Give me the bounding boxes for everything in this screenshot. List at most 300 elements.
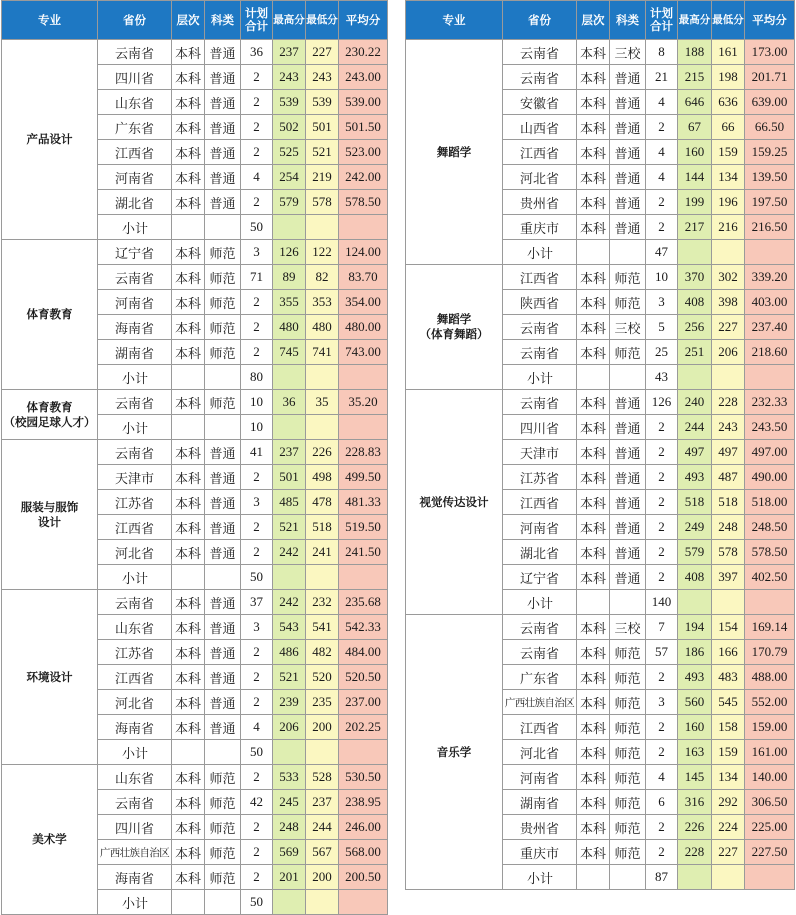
max-score-cell: 199 bbox=[678, 190, 712, 215]
min-score-cell: 244 bbox=[306, 815, 339, 840]
max-score-cell: 240 bbox=[678, 390, 712, 415]
plan-cell: 2 bbox=[241, 865, 273, 890]
plan-cell: 2 bbox=[646, 465, 678, 490]
subtotal-empty-cell bbox=[205, 890, 241, 915]
avg-score-cell: 66.50 bbox=[745, 115, 795, 140]
province-cell: 云南省 bbox=[98, 790, 172, 815]
max-score-cell: 569 bbox=[273, 840, 306, 865]
avg-score-cell: 238.95 bbox=[339, 790, 388, 815]
subtotal-empty-cell bbox=[205, 215, 241, 240]
max-score-cell: 408 bbox=[678, 565, 712, 590]
subtotal-plan: 10 bbox=[241, 415, 273, 440]
max-score-cell: 497 bbox=[678, 440, 712, 465]
plan-cell: 36 bbox=[241, 40, 273, 65]
plan-cell: 4 bbox=[646, 765, 678, 790]
header-plan-text: 计划合计 bbox=[650, 6, 673, 33]
subtotal-avg-cell bbox=[745, 590, 795, 615]
major-cell: 美术学 bbox=[2, 765, 98, 915]
level-cell: 本科 bbox=[577, 740, 610, 765]
category-cell: 师范 bbox=[610, 765, 646, 790]
max-score-cell: 206 bbox=[273, 715, 306, 740]
level-cell: 本科 bbox=[577, 640, 610, 665]
level-cell: 本科 bbox=[577, 815, 610, 840]
min-score-cell: 224 bbox=[712, 815, 745, 840]
category-cell: 普通 bbox=[205, 140, 241, 165]
subtotal-empty-cell bbox=[172, 890, 205, 915]
category-cell: 师范 bbox=[205, 265, 241, 290]
min-score-cell: 154 bbox=[712, 615, 745, 640]
subtotal-avg-cell bbox=[339, 565, 388, 590]
min-score-cell: 158 bbox=[712, 715, 745, 740]
min-score-cell: 227 bbox=[306, 40, 339, 65]
category-cell: 普通 bbox=[205, 690, 241, 715]
category-cell: 师范 bbox=[610, 665, 646, 690]
plan-cell: 2 bbox=[241, 290, 273, 315]
category-cell: 普通 bbox=[205, 615, 241, 640]
level-cell: 本科 bbox=[172, 590, 205, 615]
category-cell: 师范 bbox=[610, 340, 646, 365]
category-cell: 师范 bbox=[610, 740, 646, 765]
province-cell: 河南省 bbox=[98, 290, 172, 315]
avg-score-cell: 237.40 bbox=[745, 315, 795, 340]
max-score-cell: 160 bbox=[678, 715, 712, 740]
subtotal-label: 小计 bbox=[503, 240, 577, 265]
province-cell: 海南省 bbox=[98, 315, 172, 340]
plan-cell: 3 bbox=[241, 615, 273, 640]
major-name-line: 服装与服饰 bbox=[20, 499, 79, 514]
avg-score-cell: 197.50 bbox=[745, 190, 795, 215]
avg-score-cell: 519.50 bbox=[339, 515, 388, 540]
plan-cell: 2 bbox=[241, 65, 273, 90]
avg-score-cell: 539.00 bbox=[339, 90, 388, 115]
province-cell: 河南省 bbox=[503, 765, 577, 790]
avg-score-cell: 243.00 bbox=[339, 65, 388, 90]
min-score-cell: 159 bbox=[712, 140, 745, 165]
category-cell: 普通 bbox=[610, 190, 646, 215]
category-cell: 普通 bbox=[610, 565, 646, 590]
major-name-line: （体育舞蹈） bbox=[419, 327, 489, 341]
level-cell: 本科 bbox=[172, 715, 205, 740]
level-cell: 本科 bbox=[172, 790, 205, 815]
province-cell: 广西壮族自治区 bbox=[503, 690, 577, 715]
province-cell: 河南省 bbox=[98, 165, 172, 190]
subtotal-empty-cell bbox=[610, 365, 646, 390]
min-score-cell: 578 bbox=[712, 540, 745, 565]
max-score-cell: 245 bbox=[273, 790, 306, 815]
header-level: 层次 bbox=[577, 1, 610, 40]
max-score-cell: 518 bbox=[678, 490, 712, 515]
level-cell: 本科 bbox=[172, 265, 205, 290]
avg-score-cell: 520.50 bbox=[339, 665, 388, 690]
min-score-cell: 248 bbox=[712, 515, 745, 540]
plan-cell: 2 bbox=[241, 115, 273, 140]
province-cell: 辽宁省 bbox=[503, 565, 577, 590]
category-cell: 三校 bbox=[610, 40, 646, 65]
min-score-cell: 497 bbox=[712, 440, 745, 465]
subtotal-plan: 87 bbox=[646, 865, 678, 890]
avg-score-cell: 403.00 bbox=[745, 290, 795, 315]
plan-cell: 2 bbox=[241, 465, 273, 490]
province-cell: 江西省 bbox=[503, 715, 577, 740]
level-cell: 本科 bbox=[577, 490, 610, 515]
avg-score-cell: 170.79 bbox=[745, 640, 795, 665]
plan-cell: 4 bbox=[241, 715, 273, 740]
subtotal-min-cell bbox=[306, 890, 339, 915]
major-name-line: （校园足球人才） bbox=[3, 414, 96, 429]
level-cell: 本科 bbox=[172, 165, 205, 190]
header-major: 专业 bbox=[406, 1, 503, 40]
min-score-cell: 578 bbox=[306, 190, 339, 215]
table-row bbox=[2, 440, 388, 465]
plan-cell: 2 bbox=[241, 840, 273, 865]
level-cell: 本科 bbox=[172, 115, 205, 140]
left-header-row bbox=[2, 1, 388, 40]
subtotal-avg-cell bbox=[339, 740, 388, 765]
subtotal-label: 小计 bbox=[98, 565, 172, 590]
max-score-cell: 533 bbox=[273, 765, 306, 790]
max-score-cell: 237 bbox=[273, 40, 306, 65]
min-score-cell: 480 bbox=[306, 315, 339, 340]
min-score-cell: 196 bbox=[712, 190, 745, 215]
plan-cell: 8 bbox=[646, 40, 678, 65]
avg-score-cell: 159.00 bbox=[745, 715, 795, 740]
max-score-cell: 370 bbox=[678, 265, 712, 290]
province-cell: 山东省 bbox=[98, 615, 172, 640]
province-cell: 湖南省 bbox=[98, 340, 172, 365]
max-score-cell: 36 bbox=[273, 390, 306, 415]
avg-score-cell: 402.50 bbox=[745, 565, 795, 590]
province-cell: 安徽省 bbox=[503, 90, 577, 115]
province-cell: 云南省 bbox=[503, 40, 577, 65]
left-score-table-panel bbox=[1, 0, 388, 915]
table-row bbox=[406, 390, 795, 415]
plan-cell: 2 bbox=[646, 115, 678, 140]
max-score-cell: 355 bbox=[273, 290, 306, 315]
subtotal-max-cell bbox=[273, 365, 306, 390]
province-cell: 江苏省 bbox=[98, 490, 172, 515]
plan-cell: 6 bbox=[646, 790, 678, 815]
table-row bbox=[406, 40, 795, 65]
province-cell: 四川省 bbox=[98, 815, 172, 840]
subtotal-label: 小计 bbox=[98, 890, 172, 915]
category-cell: 普通 bbox=[610, 515, 646, 540]
avg-score-cell: 83.70 bbox=[339, 265, 388, 290]
min-score-cell: 521 bbox=[306, 140, 339, 165]
min-score-cell: 66 bbox=[712, 115, 745, 140]
province-cell: 贵州省 bbox=[503, 190, 577, 215]
subtotal-empty-cell bbox=[577, 365, 610, 390]
subtotal-plan: 50 bbox=[241, 740, 273, 765]
category-cell: 普通 bbox=[205, 440, 241, 465]
subtotal-max-cell bbox=[273, 565, 306, 590]
max-score-cell: 521 bbox=[273, 665, 306, 690]
category-cell: 普通 bbox=[610, 490, 646, 515]
header-max: 最高分 bbox=[273, 1, 306, 40]
level-cell: 本科 bbox=[172, 540, 205, 565]
left-table-body bbox=[2, 40, 388, 915]
right-score-table-panel bbox=[405, 0, 795, 890]
level-cell: 本科 bbox=[577, 665, 610, 690]
plan-cell: 7 bbox=[646, 615, 678, 640]
level-cell: 本科 bbox=[172, 490, 205, 515]
level-cell: 本科 bbox=[172, 240, 205, 265]
subtotal-empty-cell bbox=[610, 590, 646, 615]
subtotal-empty-cell bbox=[172, 415, 205, 440]
avg-score-cell: 542.33 bbox=[339, 615, 388, 640]
level-cell: 本科 bbox=[172, 65, 205, 90]
min-score-cell: 159 bbox=[712, 740, 745, 765]
subtotal-label: 小计 bbox=[98, 740, 172, 765]
avg-score-cell: 246.00 bbox=[339, 815, 388, 840]
level-cell: 本科 bbox=[577, 315, 610, 340]
header-category: 科类 bbox=[205, 1, 241, 40]
subtotal-max-cell bbox=[273, 890, 306, 915]
province-cell: 江苏省 bbox=[503, 465, 577, 490]
subtotal-empty-cell bbox=[205, 415, 241, 440]
category-cell: 普通 bbox=[610, 115, 646, 140]
avg-score-cell: 124.00 bbox=[339, 240, 388, 265]
category-cell: 普通 bbox=[610, 390, 646, 415]
plan-cell: 2 bbox=[646, 715, 678, 740]
level-cell: 本科 bbox=[172, 465, 205, 490]
subtotal-plan: 140 bbox=[646, 590, 678, 615]
avg-score-cell: 552.00 bbox=[745, 690, 795, 715]
level-cell: 本科 bbox=[577, 165, 610, 190]
category-cell: 普通 bbox=[610, 140, 646, 165]
subtotal-max-cell bbox=[678, 240, 712, 265]
subtotal-plan: 50 bbox=[241, 890, 273, 915]
level-cell: 本科 bbox=[172, 815, 205, 840]
max-score-cell: 186 bbox=[678, 640, 712, 665]
max-score-cell: 163 bbox=[678, 740, 712, 765]
min-score-cell: 35 bbox=[306, 390, 339, 415]
province-cell: 辽宁省 bbox=[98, 240, 172, 265]
province-cell: 湖南省 bbox=[503, 790, 577, 815]
category-cell: 普通 bbox=[610, 90, 646, 115]
category-cell: 普通 bbox=[610, 65, 646, 90]
major-cell: 音乐学 bbox=[406, 615, 503, 890]
subtotal-empty-cell bbox=[577, 590, 610, 615]
level-cell: 本科 bbox=[172, 140, 205, 165]
category-cell: 师范 bbox=[610, 840, 646, 865]
subtotal-label: 小计 bbox=[503, 590, 577, 615]
category-cell: 师范 bbox=[205, 340, 241, 365]
plan-cell: 2 bbox=[646, 490, 678, 515]
min-score-cell: 353 bbox=[306, 290, 339, 315]
level-cell: 本科 bbox=[577, 340, 610, 365]
province-cell: 云南省 bbox=[98, 590, 172, 615]
category-cell: 普通 bbox=[205, 90, 241, 115]
header-level: 层次 bbox=[172, 1, 205, 40]
subtotal-min-cell bbox=[712, 590, 745, 615]
min-score-cell: 122 bbox=[306, 240, 339, 265]
header-plan bbox=[241, 1, 273, 40]
level-cell: 本科 bbox=[577, 90, 610, 115]
min-score-cell: 487 bbox=[712, 465, 745, 490]
major-name-line: 舞蹈学 bbox=[436, 312, 472, 326]
plan-cell: 2 bbox=[241, 315, 273, 340]
avg-score-cell: 481.33 bbox=[339, 490, 388, 515]
max-score-cell: 485 bbox=[273, 490, 306, 515]
table-row bbox=[2, 390, 388, 415]
plan-cell: 2 bbox=[241, 690, 273, 715]
subtotal-label: 小计 bbox=[98, 415, 172, 440]
subtotal-label: 小计 bbox=[98, 365, 172, 390]
max-score-cell: 244 bbox=[678, 415, 712, 440]
header-category: 科类 bbox=[610, 1, 646, 40]
subtotal-empty-cell bbox=[172, 365, 205, 390]
plan-cell: 2 bbox=[646, 815, 678, 840]
province-cell: 河北省 bbox=[503, 740, 577, 765]
avg-score-cell: 743.00 bbox=[339, 340, 388, 365]
level-cell: 本科 bbox=[577, 565, 610, 590]
min-score-cell: 541 bbox=[306, 615, 339, 640]
header-max: 最高分 bbox=[678, 1, 712, 40]
level-cell: 本科 bbox=[172, 390, 205, 415]
category-cell: 三校 bbox=[610, 315, 646, 340]
avg-score-cell: 490.00 bbox=[745, 465, 795, 490]
avg-score-cell: 232.33 bbox=[745, 390, 795, 415]
subtotal-avg-cell bbox=[339, 215, 388, 240]
header-province: 省份 bbox=[503, 1, 577, 40]
min-score-cell: 134 bbox=[712, 165, 745, 190]
header-plan bbox=[646, 1, 678, 40]
table-row bbox=[406, 615, 795, 640]
max-score-cell: 237 bbox=[273, 440, 306, 465]
max-score-cell: 226 bbox=[678, 815, 712, 840]
category-cell: 师范 bbox=[205, 765, 241, 790]
category-cell: 师范 bbox=[205, 815, 241, 840]
plan-cell: 71 bbox=[241, 265, 273, 290]
level-cell: 本科 bbox=[172, 40, 205, 65]
max-score-cell: 228 bbox=[678, 840, 712, 865]
min-score-cell: 219 bbox=[306, 165, 339, 190]
min-score-cell: 501 bbox=[306, 115, 339, 140]
avg-score-cell: 243.50 bbox=[745, 415, 795, 440]
level-cell: 本科 bbox=[577, 140, 610, 165]
level-cell: 本科 bbox=[172, 840, 205, 865]
avg-score-cell: 216.50 bbox=[745, 215, 795, 240]
max-score-cell: 242 bbox=[273, 590, 306, 615]
subtotal-avg-cell bbox=[745, 240, 795, 265]
plan-cell: 2 bbox=[241, 815, 273, 840]
category-cell: 普通 bbox=[205, 490, 241, 515]
plan-cell: 42 bbox=[241, 790, 273, 815]
category-cell: 师范 bbox=[205, 315, 241, 340]
level-cell: 本科 bbox=[172, 190, 205, 215]
max-score-cell: 249 bbox=[678, 515, 712, 540]
min-score-cell: 206 bbox=[712, 340, 745, 365]
subtotal-label: 小计 bbox=[98, 215, 172, 240]
plan-cell: 10 bbox=[241, 390, 273, 415]
min-score-cell: 482 bbox=[306, 640, 339, 665]
subtotal-label: 小计 bbox=[503, 865, 577, 890]
subtotal-plan: 80 bbox=[241, 365, 273, 390]
max-score-cell: 126 bbox=[273, 240, 306, 265]
min-score-cell: 528 bbox=[306, 765, 339, 790]
province-cell: 陕西省 bbox=[503, 290, 577, 315]
header-major: 专业 bbox=[2, 1, 98, 40]
max-score-cell: 486 bbox=[273, 640, 306, 665]
plan-cell: 4 bbox=[241, 165, 273, 190]
plan-cell: 4 bbox=[646, 90, 678, 115]
category-cell: 三校 bbox=[610, 615, 646, 640]
header-min: 最低分 bbox=[712, 1, 745, 40]
subtotal-avg-cell bbox=[339, 365, 388, 390]
min-score-cell: 237 bbox=[306, 790, 339, 815]
header-avg: 平均分 bbox=[745, 1, 795, 40]
max-score-cell: 560 bbox=[678, 690, 712, 715]
avg-score-cell: 140.00 bbox=[745, 765, 795, 790]
subtotal-empty-cell bbox=[610, 865, 646, 890]
category-cell: 普通 bbox=[205, 715, 241, 740]
plan-cell: 10 bbox=[646, 265, 678, 290]
max-score-cell: 646 bbox=[678, 90, 712, 115]
avg-score-cell: 242.00 bbox=[339, 165, 388, 190]
plan-cell: 2 bbox=[241, 515, 273, 540]
level-cell: 本科 bbox=[577, 65, 610, 90]
subtotal-max-cell bbox=[678, 590, 712, 615]
avg-score-cell: 227.50 bbox=[745, 840, 795, 865]
min-score-cell: 241 bbox=[306, 540, 339, 565]
subtotal-empty-cell bbox=[172, 740, 205, 765]
plan-cell: 2 bbox=[646, 665, 678, 690]
max-score-cell: 579 bbox=[678, 540, 712, 565]
category-cell: 师范 bbox=[610, 715, 646, 740]
plan-cell: 2 bbox=[646, 515, 678, 540]
category-cell: 普通 bbox=[205, 65, 241, 90]
max-score-cell: 188 bbox=[678, 40, 712, 65]
avg-score-cell: 202.25 bbox=[339, 715, 388, 740]
table-row bbox=[2, 590, 388, 615]
max-score-cell: 493 bbox=[678, 665, 712, 690]
subtotal-plan: 50 bbox=[241, 565, 273, 590]
major-cell bbox=[2, 440, 98, 590]
subtotal-min-cell bbox=[306, 565, 339, 590]
min-score-cell: 243 bbox=[306, 65, 339, 90]
province-cell: 江西省 bbox=[98, 140, 172, 165]
right-table-body bbox=[406, 40, 795, 890]
avg-score-cell: 35.20 bbox=[339, 390, 388, 415]
plan-cell: 3 bbox=[241, 240, 273, 265]
right-score-table bbox=[405, 0, 795, 890]
subtotal-plan: 43 bbox=[646, 365, 678, 390]
max-score-cell: 480 bbox=[273, 315, 306, 340]
header-avg: 平均分 bbox=[339, 1, 388, 40]
province-cell: 江西省 bbox=[503, 140, 577, 165]
avg-score-cell: 339.20 bbox=[745, 265, 795, 290]
avg-score-cell: 225.00 bbox=[745, 815, 795, 840]
table-row bbox=[406, 265, 795, 290]
plan-cell: 41 bbox=[241, 440, 273, 465]
subtotal-min-cell bbox=[712, 365, 745, 390]
min-score-cell: 539 bbox=[306, 90, 339, 115]
level-cell: 本科 bbox=[577, 765, 610, 790]
subtotal-plan: 47 bbox=[646, 240, 678, 265]
max-score-cell: 242 bbox=[273, 540, 306, 565]
subtotal-max-cell bbox=[273, 415, 306, 440]
province-cell: 天津市 bbox=[503, 440, 577, 465]
province-cell: 江苏省 bbox=[98, 640, 172, 665]
category-cell: 普通 bbox=[205, 515, 241, 540]
max-score-cell: 521 bbox=[273, 515, 306, 540]
avg-score-cell: 484.00 bbox=[339, 640, 388, 665]
category-cell: 普通 bbox=[610, 215, 646, 240]
category-cell: 普通 bbox=[610, 415, 646, 440]
avg-score-cell: 480.00 bbox=[339, 315, 388, 340]
avg-score-cell: 218.60 bbox=[745, 340, 795, 365]
level-cell: 本科 bbox=[172, 665, 205, 690]
